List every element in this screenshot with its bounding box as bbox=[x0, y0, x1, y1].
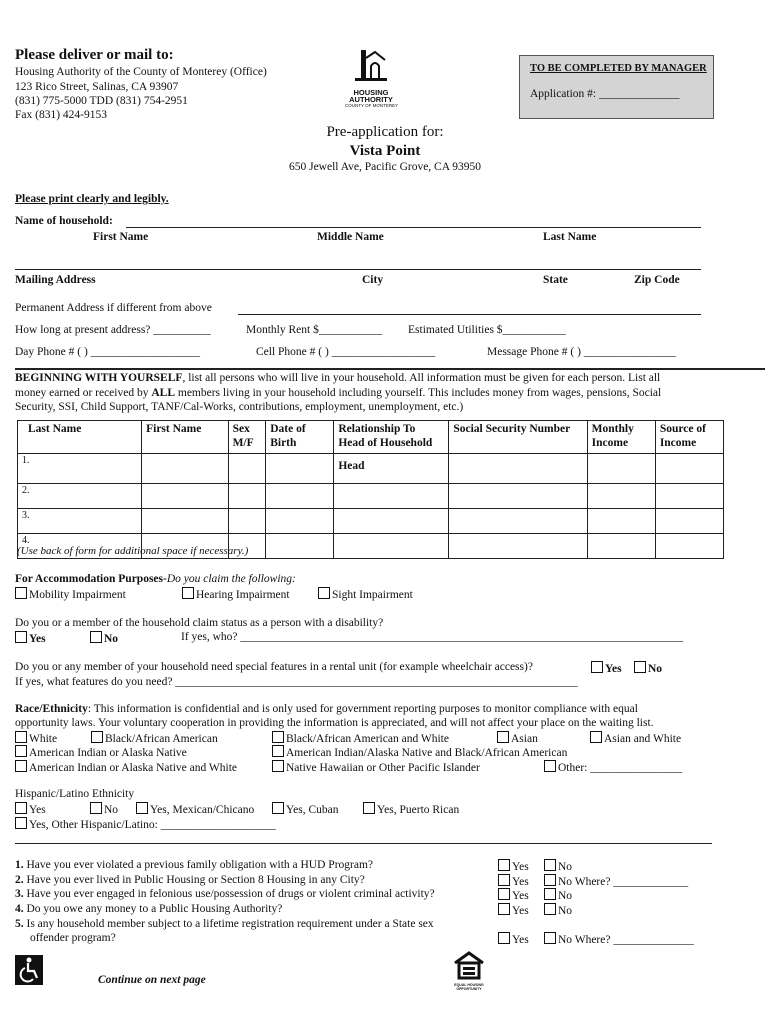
q4-no-option[interactable]: No bbox=[544, 903, 572, 917]
cell-input[interactable] bbox=[587, 454, 655, 484]
checkbox[interactable] bbox=[498, 903, 510, 915]
logo-subtext: COUNTY OF MONTEREY bbox=[345, 103, 399, 108]
cell-input[interactable] bbox=[449, 534, 587, 559]
checkbox[interactable] bbox=[498, 888, 510, 900]
q3-no-option[interactable]: No bbox=[544, 888, 572, 902]
how-long-field[interactable]: How long at present address? __________ bbox=[15, 324, 211, 336]
hispanic-other-option[interactable]: Yes, Other Hispanic/Latino: ____________________ bbox=[15, 817, 276, 831]
question-2: 2. Have you ever lived in Public Housing or Section 8 Housing in any City? bbox=[15, 874, 365, 886]
house-logo-icon bbox=[345, 48, 397, 86]
checkbox[interactable] bbox=[182, 587, 194, 599]
message-phone-field[interactable]: Message Phone # ( ) ________________ bbox=[487, 346, 676, 358]
cell-input[interactable] bbox=[655, 454, 723, 484]
race-asian-option[interactable]: Asian bbox=[497, 731, 538, 745]
checkbox[interactable] bbox=[544, 888, 556, 900]
row-number: 1. bbox=[18, 454, 142, 484]
hispanic-no-option[interactable]: No bbox=[90, 802, 118, 816]
estimated-utilities-field[interactable]: Estimated Utilities $___________ bbox=[408, 324, 566, 336]
question-4: 4. Do you owe any money to a Public Housing Authority? bbox=[15, 903, 283, 915]
hispanic-title: Hispanic/Latino Ethnicity bbox=[15, 788, 135, 800]
mailing-address-label: Mailing Address bbox=[15, 274, 96, 286]
col-sex: Sex M/F bbox=[228, 421, 266, 454]
checkbox[interactable] bbox=[272, 745, 284, 757]
col-last-name: Last Name bbox=[18, 421, 142, 454]
checkbox[interactable] bbox=[136, 802, 148, 814]
cell-input[interactable] bbox=[334, 484, 449, 509]
hispanic-mexican-option[interactable]: Yes, Mexican/Chicano bbox=[136, 802, 254, 816]
table-row bbox=[18, 509, 724, 534]
deliver-title: Please deliver or mail to: bbox=[15, 47, 174, 63]
q3-yes-option[interactable]: Yes bbox=[498, 888, 529, 902]
checkbox[interactable] bbox=[91, 731, 103, 743]
last-name-label: Last Name bbox=[543, 231, 597, 243]
checkbox[interactable] bbox=[544, 760, 556, 772]
equal-housing-opportunity-icon bbox=[452, 950, 486, 991]
race-ai-an-white-option[interactable]: American Indian or Alaska Native and White bbox=[15, 760, 237, 774]
checkbox[interactable] bbox=[15, 817, 27, 829]
section-divider bbox=[15, 368, 765, 370]
disability-question: Do you or a member of the household claim status as a person with a disability? bbox=[15, 617, 384, 629]
household-intro-line3: Security, SSI, Child Support, TANF/Cal-Works, contributions, employment, unemployment, etc.) bbox=[15, 401, 464, 413]
cell-input[interactable] bbox=[655, 484, 723, 509]
eho-text: EQUAL HOUSING OPPORTUNITY bbox=[454, 983, 484, 991]
cell-input[interactable] bbox=[266, 534, 334, 559]
cell-input[interactable] bbox=[266, 484, 334, 509]
col-relationship: Relationship To Head of Household bbox=[334, 421, 449, 454]
household-members-table bbox=[17, 420, 724, 559]
q2-yes-option[interactable]: Yes bbox=[498, 874, 529, 888]
cell-input[interactable] bbox=[655, 509, 723, 534]
cell-input[interactable] bbox=[587, 484, 655, 509]
features-needed-field[interactable]: If yes, what features do you need? ______________________________________________________________________ bbox=[15, 676, 578, 688]
permanent-address-label: Permanent Address if different from above bbox=[15, 302, 212, 314]
name-of-household-input[interactable] bbox=[126, 227, 701, 228]
household-intro-line1: BEGINNING WITH YOURSELF, list all persons who will live in your household. All information must be given for each person. List all bbox=[15, 372, 661, 384]
checkbox[interactable] bbox=[15, 587, 27, 599]
cell-input[interactable] bbox=[228, 484, 266, 509]
q1-no-option[interactable]: No bbox=[544, 859, 572, 873]
cell-input[interactable] bbox=[449, 509, 587, 534]
cell-input[interactable] bbox=[449, 484, 587, 509]
office-street: 123 Rico Street, Salinas, CA 93907 bbox=[15, 81, 179, 93]
mailing-address-input[interactable] bbox=[15, 269, 701, 270]
col-source-of-income: Source of Income bbox=[655, 421, 723, 454]
table-row bbox=[18, 454, 724, 484]
q1-yes-option[interactable]: Yes bbox=[498, 859, 529, 873]
special-features-question: Do you or any member of your household need special features in a rental unit (for example wheelchair access)? bbox=[15, 661, 533, 673]
checkbox[interactable] bbox=[497, 731, 509, 743]
logo-text: HOUSING AUTHORITY bbox=[349, 88, 393, 104]
checkbox[interactable] bbox=[544, 874, 556, 886]
question-5-continued: offender program? bbox=[30, 932, 116, 944]
col-monthly-income: Monthly Income bbox=[587, 421, 655, 454]
housing-authority-logo bbox=[345, 48, 397, 108]
office-phone: (831) 775-5000 TDD (831) 754-2951 bbox=[15, 95, 188, 107]
checkbox[interactable] bbox=[634, 661, 646, 673]
table-header-row bbox=[18, 421, 724, 454]
q5-yes-option[interactable]: Yes bbox=[498, 932, 529, 946]
checkbox[interactable] bbox=[90, 802, 102, 814]
hearing-impairment-option[interactable]: Hearing Impairment bbox=[182, 587, 290, 601]
hispanic-cuban-option[interactable]: Yes, Cuban bbox=[272, 802, 339, 816]
q5-no-option[interactable]: No Where? ______________ bbox=[544, 932, 694, 946]
application-number-field[interactable]: Application #: ______________ bbox=[530, 88, 680, 100]
name-of-household-label: Name of household: bbox=[15, 215, 113, 227]
cell-input[interactable] bbox=[142, 484, 228, 509]
question-1: 1. Have you ever violated a previous family obligation with a HUD Program? bbox=[15, 859, 374, 871]
cell-input[interactable] bbox=[655, 534, 723, 559]
checkbox[interactable] bbox=[15, 802, 27, 814]
zip-code-label: Zip Code bbox=[634, 274, 680, 286]
checkbox[interactable] bbox=[591, 661, 603, 673]
checkbox[interactable] bbox=[15, 731, 27, 743]
table-row bbox=[18, 484, 724, 509]
sight-impairment-option[interactable]: Sight Impairment bbox=[318, 587, 413, 601]
row-number: 4. bbox=[18, 534, 142, 559]
race-ai-an-option[interactable]: American Indian or Alaska Native bbox=[15, 745, 187, 759]
accommodation-question: For Accommodation Purposes-Do you claim the following: bbox=[15, 573, 296, 585]
features-no-option[interactable]: No bbox=[634, 661, 662, 675]
relationship-head: Head bbox=[334, 454, 449, 484]
checkbox[interactable] bbox=[498, 932, 510, 944]
col-ssn: Social Security Number bbox=[449, 421, 587, 454]
cell-input[interactable] bbox=[266, 509, 334, 534]
monthly-rent-field[interactable]: Monthly Rent $___________ bbox=[246, 324, 383, 336]
race-white-option[interactable]: White bbox=[15, 731, 57, 745]
cell-input[interactable] bbox=[266, 454, 334, 484]
cell-input[interactable] bbox=[228, 454, 266, 484]
disability-who-field[interactable]: If yes, who? _____________________________________________________________________________ bbox=[181, 631, 684, 643]
checkbox[interactable] bbox=[498, 859, 510, 871]
mobility-impairment-option[interactable]: Mobility Impairment bbox=[15, 587, 126, 601]
cell-input[interactable] bbox=[228, 509, 266, 534]
row-number: 3. bbox=[18, 509, 142, 534]
race-black-white-option[interactable]: Black/African American and White bbox=[272, 731, 449, 745]
city-label: City bbox=[362, 274, 384, 286]
property-address: 650 Jewell Ave, Pacific Grove, CA 93950 bbox=[288, 161, 482, 173]
checkbox[interactable] bbox=[15, 745, 27, 757]
race-intro-line2: opportunity laws. Your voluntary cooperation in providing the information is appreciated, and will not affect your place on the waiting list. bbox=[15, 717, 654, 729]
checkbox[interactable] bbox=[544, 903, 556, 915]
checkbox[interactable] bbox=[272, 731, 284, 743]
cell-input[interactable] bbox=[587, 509, 655, 534]
middle-name-label: Middle Name bbox=[317, 231, 384, 243]
household-intro-line2: money earned or received by ALL members living in your household including yourself. This includes money from wages, pensions, Social bbox=[15, 387, 662, 399]
cell-input[interactable] bbox=[142, 454, 228, 484]
cell-input[interactable] bbox=[334, 534, 449, 559]
accessibility-icon bbox=[15, 955, 43, 985]
checkbox[interactable] bbox=[544, 859, 556, 871]
checkbox[interactable] bbox=[590, 731, 602, 743]
manager-box bbox=[519, 55, 714, 119]
property-name: Vista Point bbox=[349, 143, 421, 159]
question-3: 3. Have you ever engaged in felonious use/possession of drugs or violent criminal activity? bbox=[15, 888, 435, 900]
checkbox[interactable] bbox=[90, 631, 102, 643]
instructions: Please print clearly and legibly. bbox=[15, 193, 169, 205]
preapp-title: Pre-application for: bbox=[326, 124, 444, 140]
continue-next-page: Continue on next page bbox=[98, 974, 206, 986]
question-5: 5. Is any household member subject to a lifetime registration requirement under a State sex bbox=[15, 918, 434, 930]
office-name: Housing Authority of the County of Monterey (Office) bbox=[15, 66, 267, 78]
office-fax: Fax (831) 424-9153 bbox=[15, 109, 107, 121]
race-other-option[interactable]: Other: ________________ bbox=[544, 760, 682, 774]
hispanic-puerto-rican-option[interactable]: Yes, Puerto Rican bbox=[363, 802, 459, 816]
q4-yes-option[interactable]: Yes bbox=[498, 903, 529, 917]
checkbox[interactable] bbox=[544, 932, 556, 944]
cell-input[interactable] bbox=[334, 509, 449, 534]
race-ai-an-black-option[interactable]: American Indian/Alaska Native and Black/African American bbox=[272, 745, 567, 759]
first-name-label: First Name bbox=[93, 231, 149, 243]
cell-input[interactable] bbox=[449, 454, 587, 484]
checkbox[interactable] bbox=[272, 802, 284, 814]
race-asian-white-option[interactable]: Asian and White bbox=[590, 731, 681, 745]
checkbox[interactable] bbox=[363, 802, 375, 814]
race-black-option[interactable]: Black/African American bbox=[91, 731, 218, 745]
row-number: 2. bbox=[18, 484, 142, 509]
checkbox[interactable] bbox=[15, 631, 27, 643]
checkbox[interactable] bbox=[272, 760, 284, 772]
col-first-name: First Name bbox=[142, 421, 228, 454]
checkbox[interactable] bbox=[318, 587, 330, 599]
disability-yes-option[interactable]: Yes bbox=[15, 631, 46, 645]
disability-no-option[interactable]: No bbox=[90, 631, 118, 645]
state-label: State bbox=[543, 274, 568, 286]
race-nhpi-option[interactable]: Native Hawaiian or Other Pacific Islander bbox=[272, 760, 480, 774]
cell-input[interactable] bbox=[587, 534, 655, 559]
table-note: (Use back of form for additional space if necessary.) bbox=[17, 545, 249, 557]
checkbox[interactable] bbox=[15, 760, 27, 772]
day-phone-field[interactable]: Day Phone # ( ) ___________________ bbox=[15, 346, 200, 358]
q2-no-option[interactable]: No Where? _____________ bbox=[544, 874, 688, 888]
hispanic-yes-option[interactable]: Yes bbox=[15, 802, 46, 816]
cell-phone-field[interactable]: Cell Phone # ( ) __________________ bbox=[256, 346, 436, 358]
manager-box-title: TO BE COMPLETED BY MANAGER bbox=[530, 63, 707, 74]
checkbox[interactable] bbox=[498, 874, 510, 886]
race-intro-line1: Race/Ethnicity: This information is confidential and is only used for government reporting purposes to monitor compliance with equal bbox=[15, 703, 638, 715]
cell-input[interactable] bbox=[142, 509, 228, 534]
permanent-address-input[interactable] bbox=[238, 314, 701, 315]
section-divider bbox=[15, 843, 712, 844]
col-date-of-birth: Date of Birth bbox=[266, 421, 334, 454]
features-yes-option[interactable]: Yes bbox=[591, 661, 622, 675]
